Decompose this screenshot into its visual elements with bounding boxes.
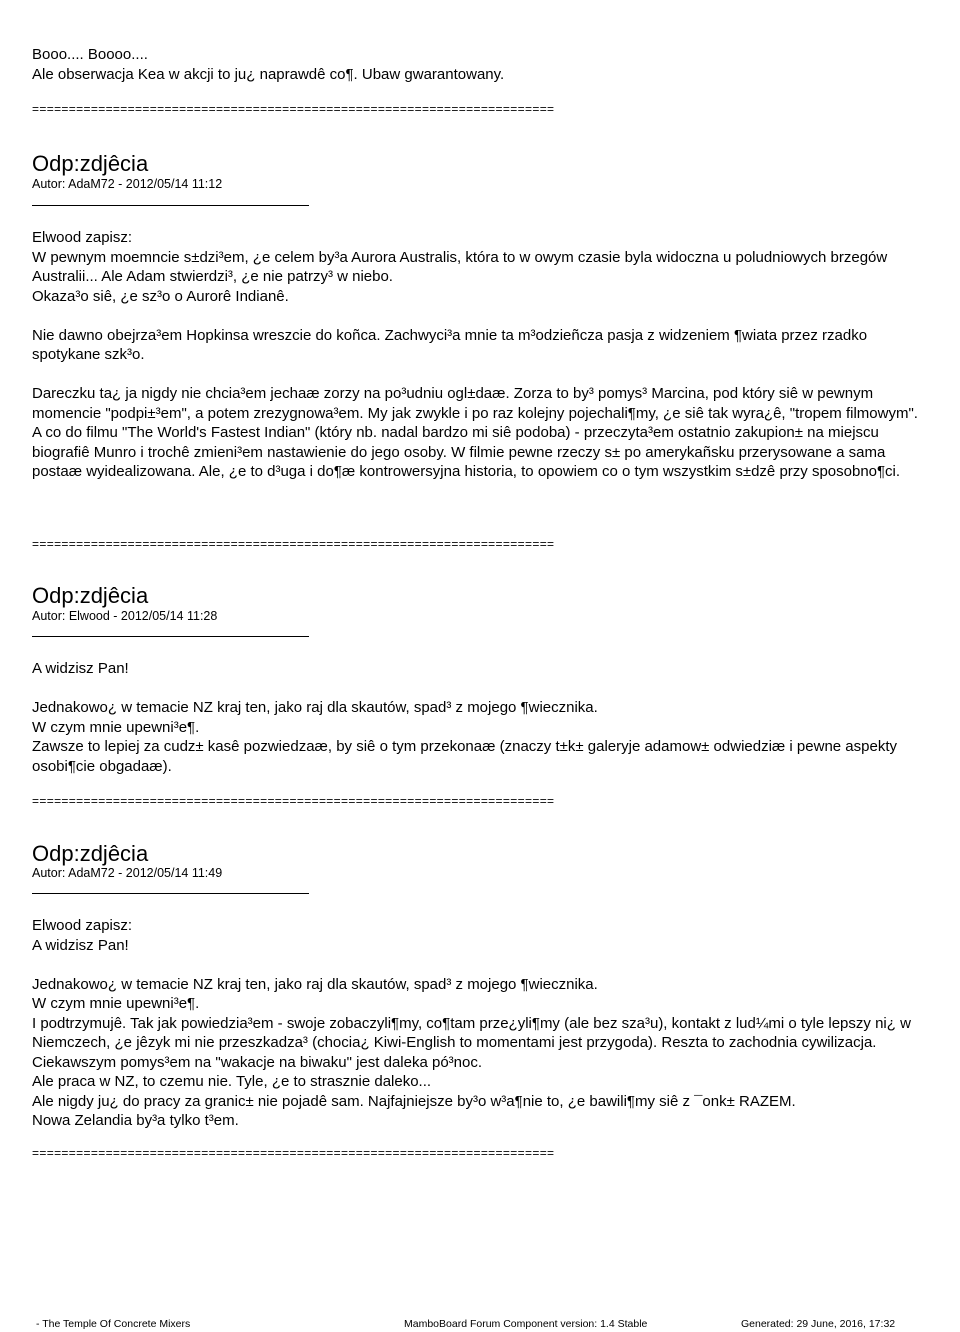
post-title: Odp:zdjêcia [32, 841, 149, 866]
footer-component-version: MamboBoard Forum Component version: 1.4 Stable [404, 1318, 648, 1330]
text-line: W czym mnie upewni³e¶. [32, 995, 200, 1012]
text-line: Dareczku ta¿ ja nigdy nie chcia³em jechaæ zorzy na po³udniu ogl±daæ. Zorza to by³ pomys³ Marcina, pod który siê w pewnym momencie "podpi±³em", a potem zrezygnowa³em. My jak zwykle i po raz kolejny pojechali¶my, ¿e siê tak wyra¿ê, "tropem filmowym". [32, 385, 918, 422]
text-line: I podtrzymujê. Tak jak powiedzia³em - swoje zobaczyli¶my, co¶tam prze¿yli¶my (ale bez sza³u), kontakt z lud¼mi o tyle lepszy ni¿ w Niemczech, ¿e jêzyk mi nie przeszkadza³ (chocia¿ Kiwi-English to momentami jest przygoda). Reszta to zachodnia cywilizacja. Ciekawszym pomys³em na "wakacje na biwaku" jest daleka pó³noc. [32, 1014, 911, 1071]
intro-line: Ale obserwacja Kea w akcji to ju¿ naprawdê co¶. Ubaw gwarantowany. [32, 65, 505, 83]
text-line: Ale nigdy ju¿ do pracy za granic± nie pojadê sam. Najfajniejsze by³o w³a¶nie to, ¿e bawili¶my siê z ¯onk± RAZEM. [32, 1092, 796, 1110]
post-body [32, 916, 930, 1131]
post-title: Odp:zdjêcia [32, 151, 149, 176]
text-line: W pewnym moemncie s±dzi³em, ¿e celem by³a Aurora Australis, która to w owym czasie byla widoczna u poludniowych brzegów Australii... Ale Adam stwierdzi³, ¿e nie patrzy³ w niebo. [32, 248, 888, 285]
text-line: A co do filmu "The World's Fastest Indian" (który nb. nadal bardzo mi siê podoba) - przeczyta³em ostatnio zakupion± na miejscu biografiê Munro i trochê zmieni³em nastawienie do jego osoby. W filmie pewne rzeczy s± po amerykañsku przerysowane a sama postaæ wyidealizowana. Ale, ¿e to d³uga i do¶æ kontrowersyjna historia, to opowiem co o tym wszystkim s±dzê przy sposobno¶ci. [32, 424, 901, 480]
text-line: Jednakowo¿ w temacie NZ kraj ten, jako raj dla skautów, spad³ z mojego ¶wiecznika. [32, 975, 598, 993]
text-line: Nowa Zelandia by³a tylko t³em. [32, 1112, 239, 1129]
text-line: A widzisz Pan! [32, 936, 129, 954]
separator: ======================================================================= [32, 1146, 555, 1160]
text-line: Ale praca w NZ, to czemu nie. Tyle, ¿e to strasznie daleko... [32, 1073, 432, 1090]
text-line: W czym mnie upewni³e¶. [32, 718, 200, 736]
intro-text [32, 45, 930, 84]
separator: ======================================================================= [32, 537, 555, 551]
post-divider [32, 636, 309, 637]
text-line: Zawsze to lepiej za cudz± kasê pozwiedzaæ, by siê o tym przekonaæ (znaczy t±k± galeryje adamow± odwiedziæ i pewne aspekty osobi¶cie obgadaæ). [32, 738, 897, 775]
quote-label: Elwood zapisz: [32, 917, 133, 934]
text-line: Nie dawno obejrza³em Hopkinsa wreszcie do koñca. Zachwyci³a mnie ta m³odzieñcza pasja z widzeniem ¶wiata przez rzadko spotykane szk³o. [32, 326, 868, 363]
footer-site-name: - The Temple Of Concrete Mixers [36, 1318, 191, 1330]
post-divider [32, 893, 309, 894]
post-body [32, 228, 930, 482]
post-body [32, 659, 930, 776]
post-author: Autor: Elwood - 2012/05/14 11:28 [32, 609, 218, 623]
intro-line: Booo.... Boooo.... [32, 46, 148, 63]
post-author: Autor: AdaM72 - 2012/05/14 11:49 [32, 866, 223, 880]
post-divider [32, 205, 309, 206]
post-author: Autor: AdaM72 - 2012/05/14 11:12 [32, 177, 223, 191]
separator: ======================================================================= [32, 102, 555, 116]
text-line: A widzisz Pan! [32, 660, 129, 677]
footer-generated-date: Generated: 29 June, 2016, 17:32 [741, 1318, 896, 1330]
text-line: Okaza³o siê, ¿e sz³o o Aurorê Indianê. [32, 287, 289, 305]
quote-label: Elwood zapisz: [32, 229, 133, 246]
text-line: Jednakowo¿ w temacie NZ kraj ten, jako raj dla skautów, spad³ z mojego ¶wiecznika. [32, 699, 598, 716]
separator: ======================================================================= [32, 794, 555, 808]
post-title: Odp:zdjêcia [32, 583, 149, 608]
